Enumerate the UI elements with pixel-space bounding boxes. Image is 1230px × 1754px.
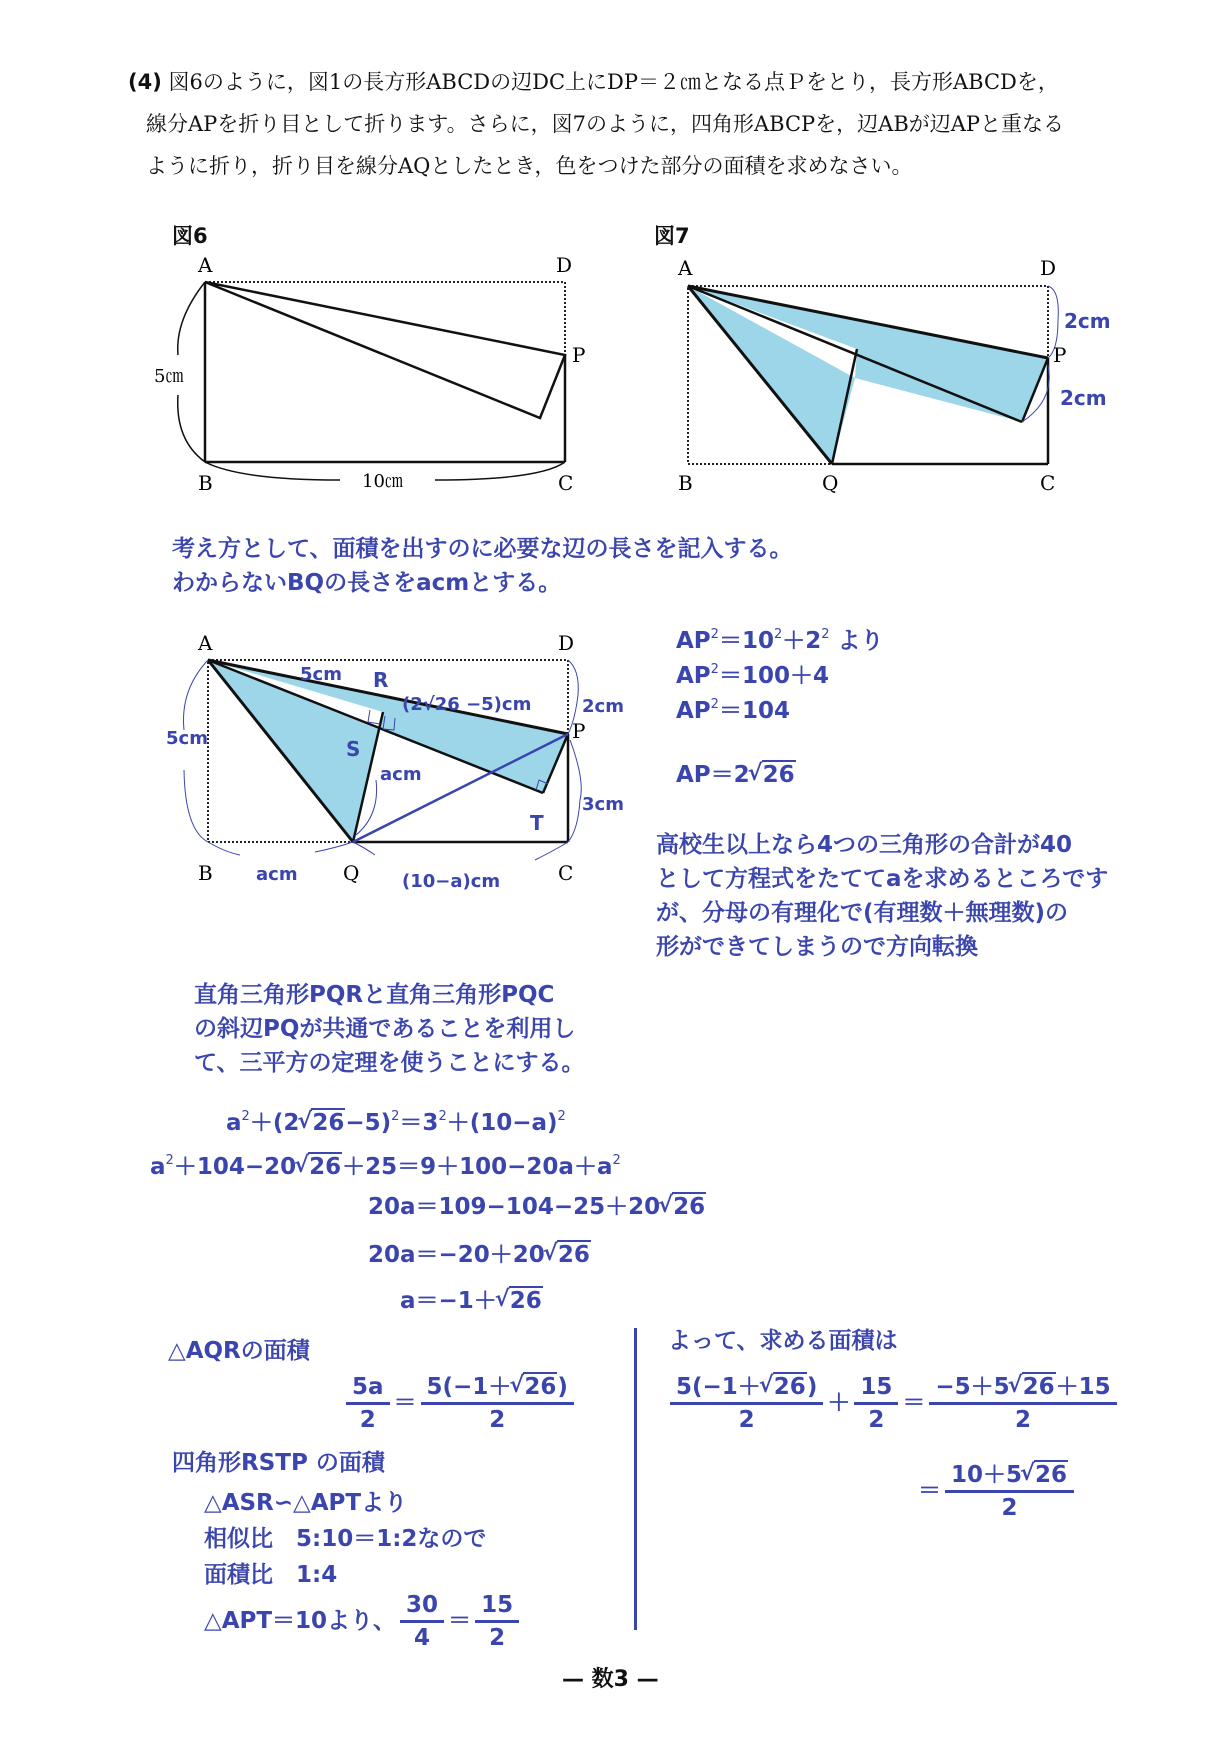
rstp-area-title: 四角形RSTP の面積 (172, 1450, 385, 1476)
point-a: A (198, 631, 213, 655)
aside-line-1: 高校生以上なら4つの三角形の合計が40 (656, 832, 1073, 858)
equation-3: 20a＝109−104−25＋20√ 26 (368, 1190, 706, 1224)
aside-line-4: 形ができてしまうので方向転換 (656, 934, 978, 960)
brace-bc-left (205, 462, 340, 480)
brace-bq-left (208, 842, 240, 855)
intro-note-1: 考え方として、面積を出すのに必要な辺の長さを記入する。 (172, 536, 793, 562)
point-d: D (558, 631, 575, 655)
point-d: D (556, 253, 573, 277)
point-t: T (530, 811, 544, 835)
ap-calc-line-1: $AP^2=10^2+2^2$ より (676, 627, 884, 654)
point-c: C (558, 861, 574, 885)
label-rp: (2√26 −5)cm (402, 694, 532, 715)
right-angle-mark-r-left (368, 710, 380, 724)
rstp-line-2: 相似比 5:10＝1:2なので (204, 1526, 487, 1552)
result-title: よって、求める面積は (668, 1328, 898, 1354)
page-number: — 数3 — (562, 1667, 659, 1692)
label-qc: (10−a)cm (402, 871, 501, 892)
ap-calc-line-4: AP＝2√ 26 (676, 758, 796, 792)
pythag-note-1: 直角三角形PQRと直角三角形PQC (194, 982, 555, 1008)
figure-7 (660, 250, 1130, 500)
result-expression-2: ＝ $\frac{10+5√ 26}{2}$ (918, 1460, 1078, 1523)
question-text-1: 図6のように，図1の長方形ABCDの辺DC上にDP＝２㎝となる点Ｐをとり，長方形ABCDを， (168, 70, 1059, 94)
point-a: A (198, 253, 213, 277)
point-s: S (346, 737, 361, 761)
pythag-note-3: て、三平方の定理を使うことにする。 (194, 1050, 585, 1076)
label-dp: 2cm (1064, 309, 1111, 333)
intro-note-2: わからないBQの長さをacmとする。 (172, 570, 562, 596)
label-ab: 5cm (166, 728, 208, 749)
figure-7-title: 図7 (654, 224, 690, 248)
label-qr: acm (380, 764, 422, 785)
label-ar: 5cm (300, 664, 342, 685)
question-number: (4) (128, 70, 162, 94)
point-r: R (373, 668, 389, 692)
label-dp: 2cm (582, 696, 624, 717)
label-height: 5㎝ (154, 366, 184, 387)
folded-triangle (205, 282, 565, 418)
figure-6 (140, 250, 600, 500)
figure-6-title: 図6 (172, 224, 208, 248)
label-pc: 3cm (582, 794, 624, 815)
brace-bq-right (315, 842, 353, 852)
rstp-line-1: △ASR∽△APTより (204, 1490, 408, 1516)
point-q: Q (343, 861, 360, 885)
point-p: P (572, 343, 586, 367)
point-c: C (558, 471, 574, 495)
brace-ab-bottom (184, 770, 208, 842)
equation-2: $a^2+104-20√$ $26+25=9+100-20a+a^2$ (150, 1144, 621, 1184)
equation-4: 20a＝−20＋20√ 26 (368, 1238, 591, 1272)
point-a: A (678, 256, 693, 280)
rstp-line-4: △APT＝10より、 $\frac{30}{4}$ ＝ $\frac{15}{2}$ (204, 1590, 523, 1653)
aqr-area-expression: $\frac{5a}{2}$ ＝ $\frac{5(-1+√ 26)}{2}$ (342, 1372, 578, 1435)
point-p: P (572, 719, 586, 743)
point-b: B (198, 471, 213, 495)
point-b: B (198, 861, 213, 885)
label-pt: 2cm (1060, 386, 1107, 410)
brace-ab-bottom (178, 395, 205, 462)
result-expression-1: $\frac{5(-1+√ 26)}{2}$ ＋ $\frac{15}{2}$ ＝ $\frac{-5+5√ 26+15}{2}$ (666, 1372, 1121, 1435)
point-d: D (1040, 256, 1057, 280)
column-divider (634, 1328, 637, 1630)
aqr-area-title: △AQRの面積 (168, 1338, 310, 1364)
point-b: B (678, 471, 693, 495)
point-c: C (1040, 471, 1056, 495)
aside-line-2: として方程式をたててaを求めるところです (656, 866, 1109, 892)
label-bq: acm (256, 864, 298, 885)
label-width: 10㎝ (362, 471, 403, 492)
question-line-3: ように折り，折り目を線分AQとしたとき，色をつけた部分の面積を求めなさい。 (146, 154, 913, 178)
ap-calc-line-2: $AP^2=100+4$ (676, 662, 829, 689)
question-line-2: 線分APを折り目として折ります。さらに，図7のように，四角形ABCPを，辺ABが辺APと重なる (146, 112, 1065, 136)
question-line-1 (128, 62, 1059, 102)
ap-calc-line-3: $AP^2=104$ (676, 697, 790, 724)
pythag-note-2: の斜辺PQが共通であることを利用し (194, 1016, 576, 1042)
brace-qc-right (535, 842, 568, 860)
point-p: P (1053, 343, 1067, 367)
brace-qc-left (353, 842, 375, 855)
brace-ab-top (184, 660, 209, 730)
sqrt-symbol: √ 26 (750, 758, 796, 792)
point-q: Q (822, 471, 839, 495)
aside-line-3: が、分母の有理化で(有理数＋無理数)の (656, 900, 1069, 926)
equation-5: a＝−1＋√ 26 (400, 1284, 543, 1318)
brace-bc-right (435, 462, 565, 480)
figure-8-annotated (140, 630, 640, 900)
rstp-line-3: 面積比 1:4 (204, 1562, 338, 1588)
brace-pc (568, 740, 581, 842)
equation-1: $a^2+(2√$ $26-5)^2=3^2+(10-a)^2$ (226, 1100, 566, 1140)
brace-ab-top (178, 282, 205, 355)
